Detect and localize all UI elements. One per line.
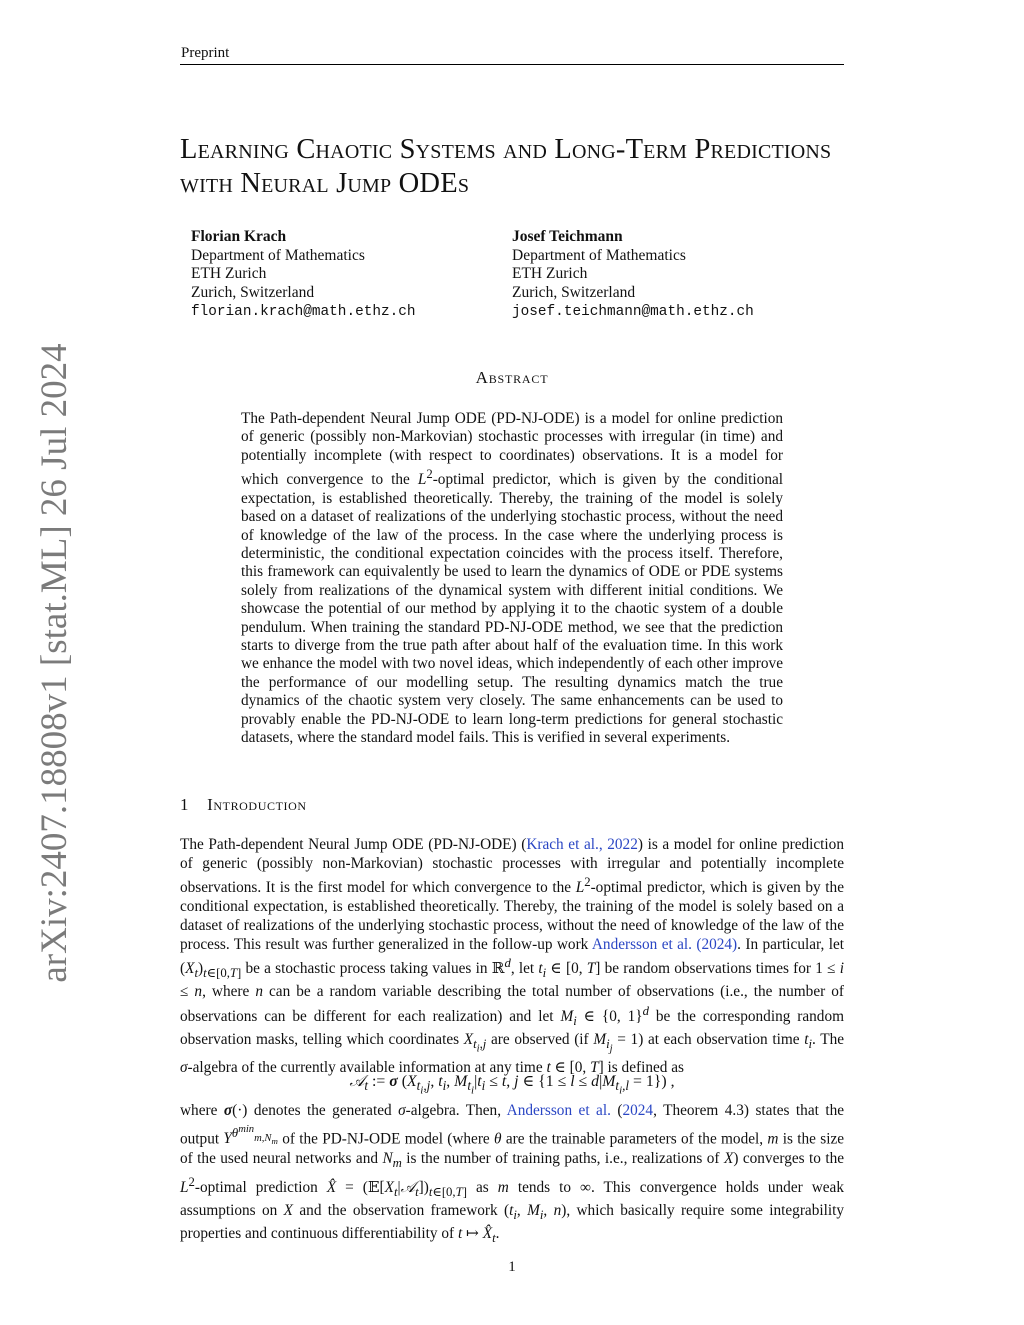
citation-link[interactable]: Andersson et al. (2024) [591, 935, 738, 953]
abstract-heading: Abstract [475, 368, 549, 387]
author-location: Zurich, Switzerland [512, 283, 636, 301]
running-header: Preprint [181, 45, 230, 61]
abstract-text: The Path-dependent Neural Jump ODE (PD-NJ-ODE) is a model for online prediction of generic (possibly non-Markovian) stochastic processes with irregular (in time) and potentially incomplete (with respect to coordinates) observations. It is a model for which convergence to the $L^2$-optimal predictor, which is given by the conditional expectation, is established theoretically. Thereby, the training of the model is solely based on a dataset of realizations of the underlying stochastic process, without the need of knowledge of the law of the process. In the case where the underlying process is deterministic, the conditional expectation coincides with the process itself. Therefore, this framework can equivalently be used to learn the dynamics of ODE or PDE systems solely from realizations of the dynamical system with different initial conditions. We showcase the potential of our method by applying it to the chaotic system of a double pendulum. When training the standard PD-NJ-ODE method, we see that the prediction starts to diverge from the true path after about half of the evaluation time. In this work we enhance the model with two novel ideas, which independently of each other improve the performance of our modelling setup. The resulting dynamics match the true dynamics of the chaotic system very closely. The same enhancements can be used to provably enable the PD-NJ-ODE to learn long-term predictions for general stochastic datasets, where the standard model fails. This is verified in several experiments. [241, 410, 784, 746]
display-equation: 𝒜$_t$ := σ ($X_{t_i,j}$, $t_i$, $M_{t_i}|t_i \le t$, j ∈ $\{1 \le l \le d|M_{t_i,l} = 1\}$) , [349, 1073, 675, 1097]
author-institution: ETH Zurich [191, 265, 267, 283]
arxiv-side-stamp: arXiv:2407.18808v1 [stat.ML] 26 Jul 2024 [34, 343, 75, 983]
section-number: 1 [180, 795, 190, 814]
author-department: Department of Mathematics [191, 246, 365, 264]
author-location: Zurich, Switzerland [191, 283, 315, 301]
paper-title: Learning Chaotic Systems and Long-Term Predictions with Neural Jump ODEs [180, 134, 832, 199]
author-name: Florian Krach [191, 228, 287, 245]
section-heading [180, 795, 307, 815]
section-title: Introduction [207, 795, 307, 814]
intro-paragraph-2: where σ(·) denotes the generated σ-algebra. Then, Andersson et al. (2024, Theorem 4.3) states that the output $Y^{\theta^{min}_{m,N_m}}$ of the PD-NJ-ODE model (where θ are the trainable parameters of the model, m is the size of the used neural networks and $N_m$ is the number of training paths, i.e., realizations of X) converges to the $L^2$-optimal prediction X̂ = $(𝔼[X_t|𝒜_t])_{t\in[0,T]}$ as m tends to ∞. This convergence holds under weak assumptions on X and the observation framework ($t_i$, $M_i$, n), which basically require some integrability properties and continuous differentiability of t ↦ $X̂_t$. [180, 1102, 845, 1245]
author-email[interactable]: josef.teichmann@math.ethz.ch [512, 304, 754, 321]
citation-link[interactable]: 2024 [622, 1102, 654, 1119]
page-number: 1 [508, 1259, 516, 1275]
citation-link[interactable]: Andersson et al. [506, 1102, 611, 1119]
author-name: Josef Teichmann [512, 228, 623, 245]
author-email[interactable]: florian.krach@math.ethz.ch [191, 304, 416, 321]
intro-paragraph-1: The Path-dependent Neural Jump ODE (PD-NJ-ODE) (Krach et al., 2022) is a model for online prediction of generic (possibly non-Markovian) stochastic processes with irregular and potentially incomplete observations. It is the first model for which convergence to the $L^2$-optimal predictor, which is given by the conditional expectation, is established theoretically. Thereby, the training of the model is solely based on a dataset of realizations of the underlying stochastic process, without the need of knowledge of the law of the process. This result was further generalized in the follow-up work Andersson et al. (2024). In particular, let $(X_t)_{t\in[0,T]}$ be a stochastic process taking values in ℝ$^d$, let $t_i$ ∈ [0, T] be random observations times for 1 ≤ i ≤ n, where n can be a random variable describing the total number of observations (i.e., the number of observations can be different for each realization) and let $M_i$ ∈ {0, 1}$^d$ be the corresponding random observation masks, telling which coordinates $X_{t_i,j}$ are observed (if $M_{i_j} = 1$) at each observation time $t_i$. The σ-algebra of the currently available information at any time t ∈ [0, T] is defined as [180, 836, 845, 1076]
header-rule [180, 64, 844, 65]
citation-link[interactable]: Krach et al., 2022 [526, 836, 638, 853]
author-block-1 [191, 228, 416, 322]
author-department: Department of Mathematics [512, 246, 686, 264]
author-block-2 [512, 228, 754, 322]
author-institution: ETH Zurich [512, 265, 588, 283]
